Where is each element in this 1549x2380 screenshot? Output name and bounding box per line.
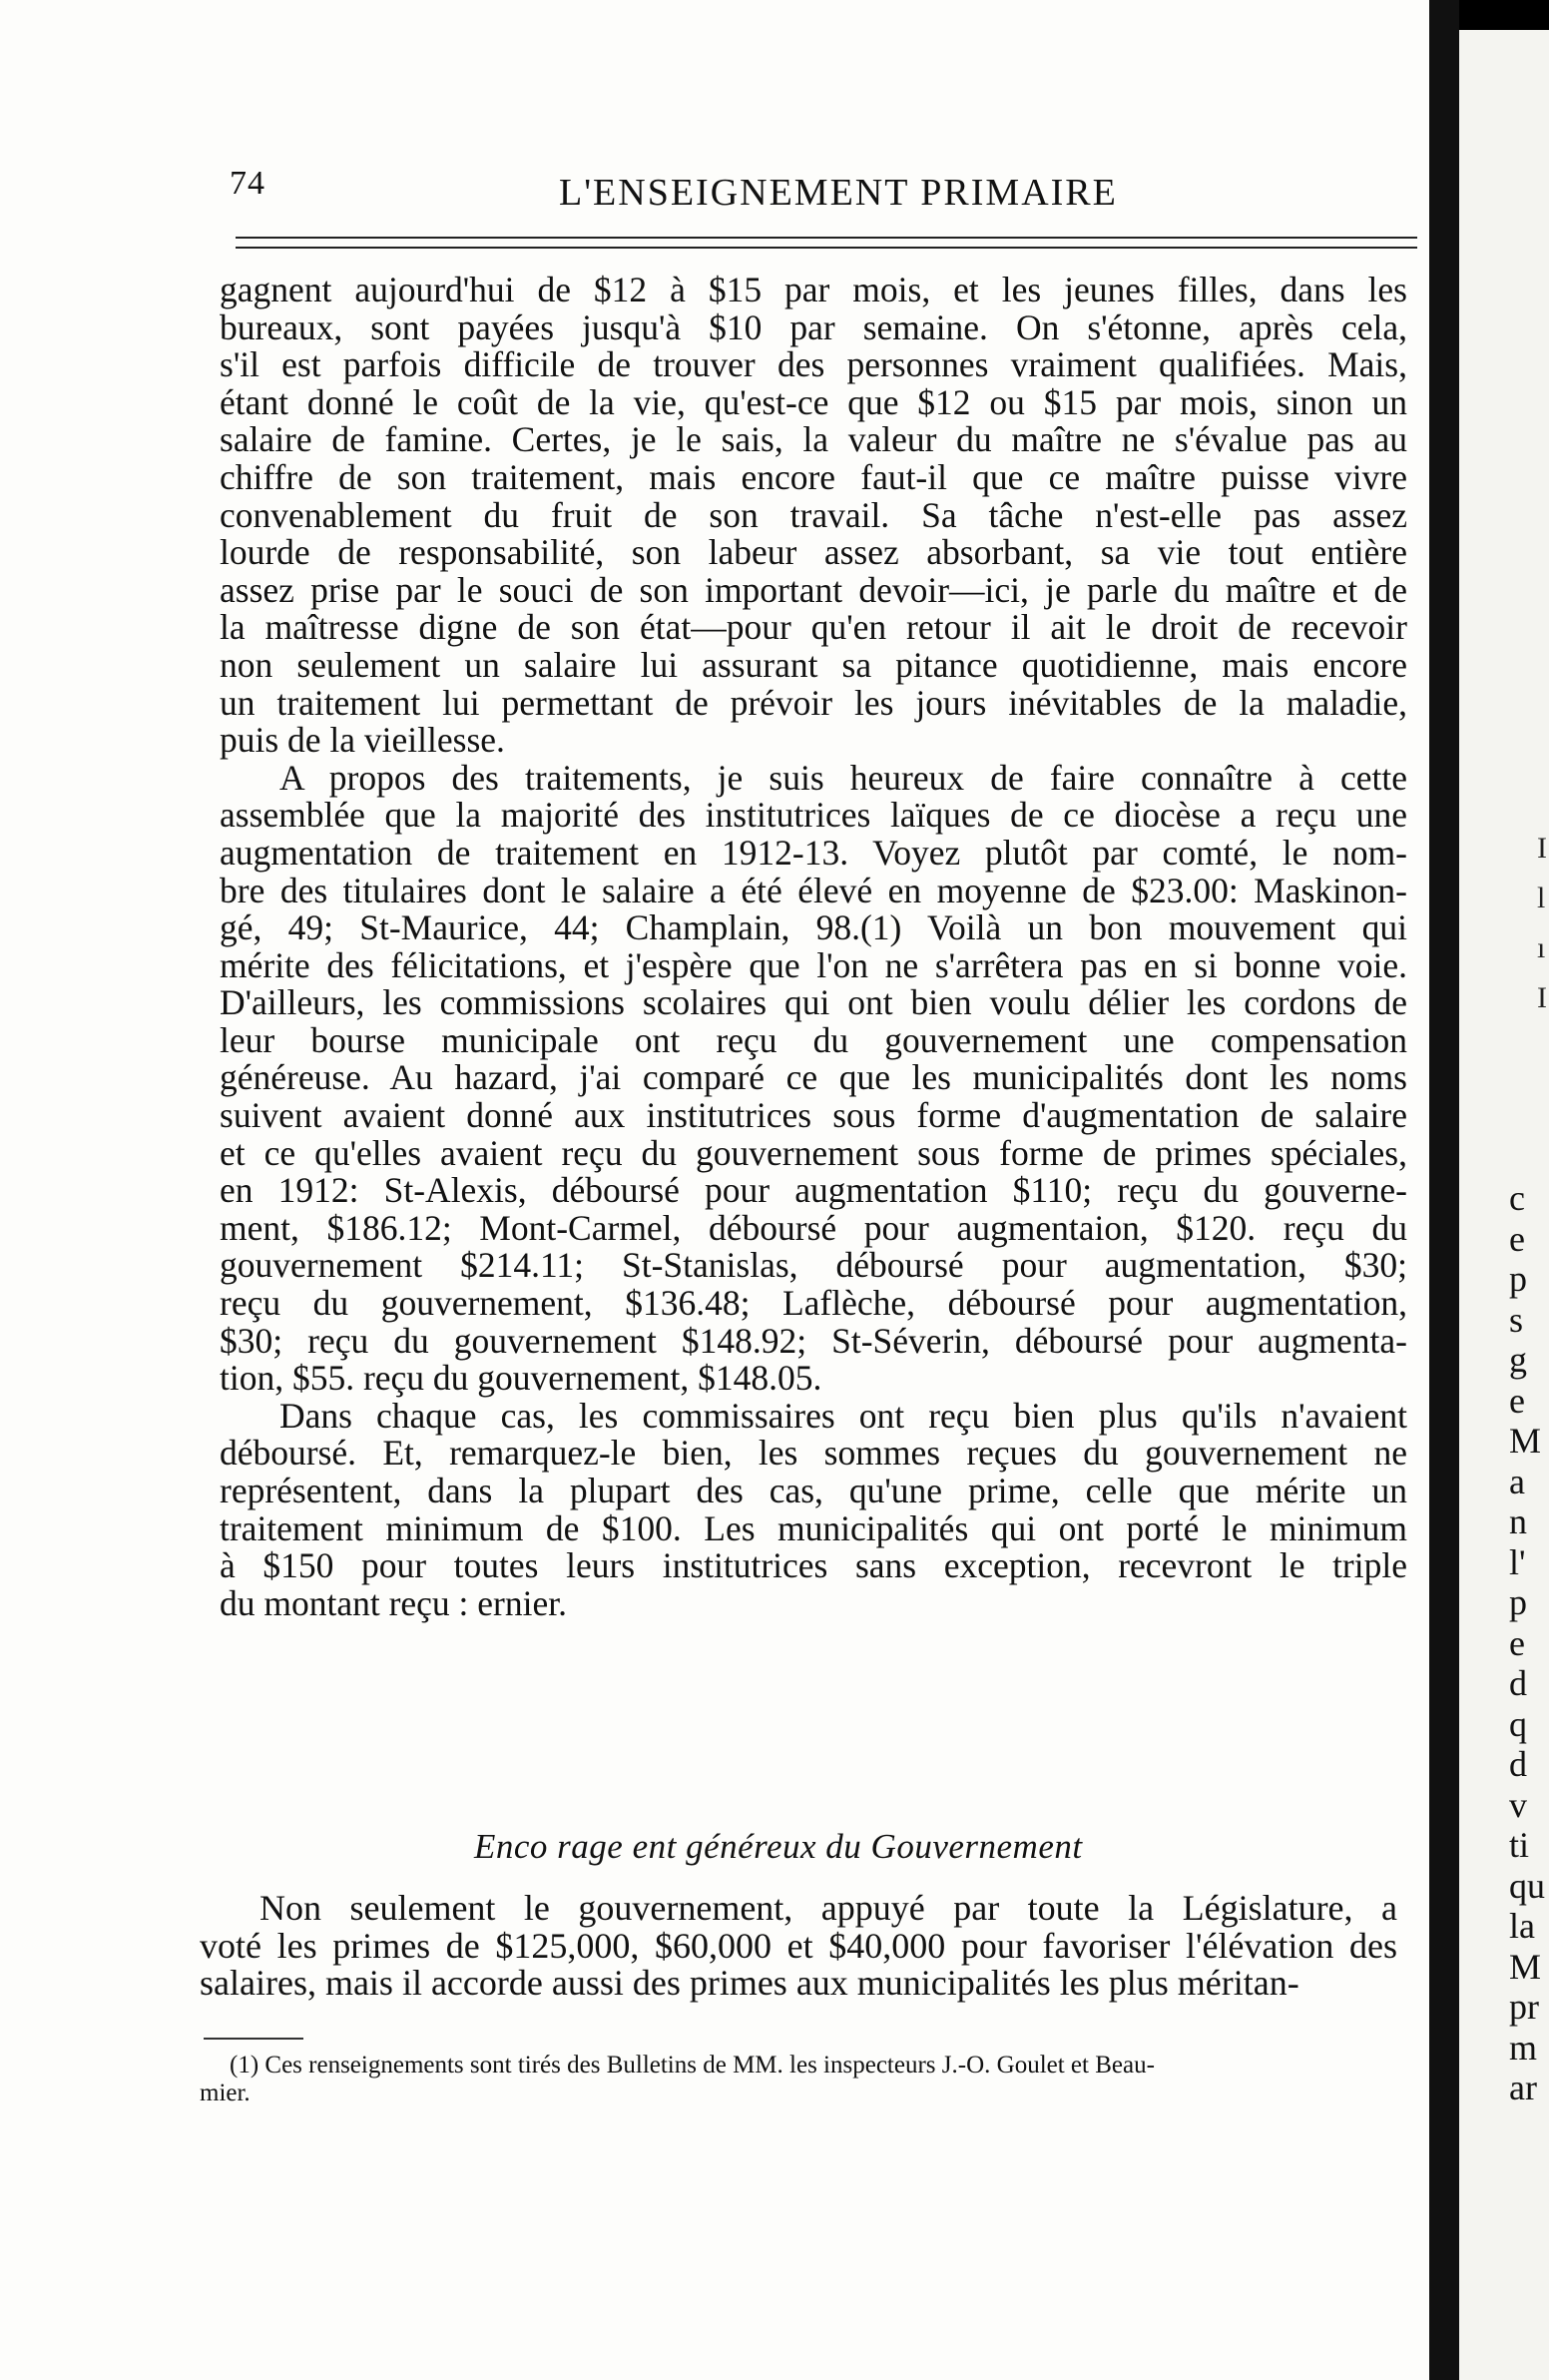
paragraph-4 <box>200 1890 1397 2003</box>
facing-letter: v <box>1509 1784 1527 1825</box>
text-line: ment, $186.12; Mont-Carmel, déboursé pour augmentaion, $120. reçu du <box>220 1207 1407 1248</box>
text-line: D'ailleurs, les commissions scolaires qui ont bien voulu délier les cordons de <box>220 982 1407 1023</box>
page-number: 74 <box>230 165 265 202</box>
text-line: assemblée que la majorité des institutrices laïques de ce diocèse a reçu une <box>220 795 1407 836</box>
text-line: représentent, dans la plupart des cas, qu'une prime, celle que mérite un <box>220 1471 1407 1510</box>
text-line: augmentation de traitement en 1912-13. Voyez plutôt par comté, le nom- <box>220 832 1407 873</box>
facing-letter: d <box>1509 1744 1527 1784</box>
text-line: la maîtresse digne de son état—pour qu'en retour il ait le droit de recevoir <box>220 607 1407 648</box>
header-rule-bottom <box>236 247 1417 249</box>
text-line: A propos des traitements, je suis heureux de faire connaître à cette <box>279 757 1407 798</box>
facing-letter: g <box>1509 1340 1527 1380</box>
page-header <box>230 165 1417 225</box>
header-rule-top <box>236 237 1417 239</box>
text-line: puis de la vieillesse. <box>220 720 505 761</box>
text-line: convenablement du fruit de son travail. Sa tâche n'est-elle pas assez <box>220 494 1407 535</box>
facing-letter: e <box>1509 1380 1525 1421</box>
facing-letter: M <box>1509 1421 1542 1461</box>
text-line: voté les primes de $125,000, $60,000 et $40,000 pour favoriser l'élévation des <box>200 1925 1397 1966</box>
facing-letter: I <box>1537 832 1547 865</box>
text-line: assez prise par le souci de son important devoir—ici, je parle du maître et de <box>220 569 1407 610</box>
facing-letter: p <box>1509 1259 1527 1299</box>
footnote <box>200 2052 1397 2107</box>
scan-border <box>1429 0 1459 2380</box>
facing-letter: p <box>1509 1582 1527 1622</box>
text-line: Non seulement le gouvernement, appuyé par toute la Législature, a <box>259 1888 1397 1928</box>
facing-letter: ar <box>1509 2068 1537 2107</box>
paragraph-3 <box>220 1395 1407 1623</box>
text-line: et ce qu'elles avaient reçu du gouvernement sous forme de primes spéciales, <box>220 1132 1407 1173</box>
text-line: s'il est parfois difficile de trouver des personnes vraiment qualifiées. Mais, <box>220 344 1407 385</box>
text-line: à $150 pour toutes leurs institutrices sans exception, recevront le triple <box>220 1545 1407 1586</box>
facing-letter: q <box>1509 1703 1527 1744</box>
text-line: un traitement lui permettant de prévoir les jours inévitables de la maladie, <box>220 682 1407 723</box>
text-line: traitement minimum de $100. Les municipalités qui ont porté le minimum <box>220 1507 1407 1548</box>
text-line: $30; reçu du gouvernement $148.92; St-Séverin, déboursé pour augmenta- <box>220 1320 1407 1361</box>
facing-page-upper-letters <box>1537 824 1547 1023</box>
facing-letter: M <box>1509 1946 1542 1987</box>
text-line: leur bourse municipale ont reçu du gouvernement une compensation <box>220 1019 1407 1060</box>
section-heading: Enco rage ent généreux du Gouvernement <box>474 1827 1083 1866</box>
facing-letter: ı <box>1537 931 1546 964</box>
footnote-marker: (1) <box>230 2052 259 2079</box>
facing-letter: e <box>1509 1622 1525 1663</box>
footnote-text: Ces renseignements sont tirés des Bulletins de MM. les inspecteurs J.-O. Goulet et Beau- <box>264 2052 1155 2079</box>
text-line: salaire de famine. Certes, je le sais, la valeur du maître ne s'évalue pas au <box>220 419 1407 460</box>
facing-letter: la <box>1509 1906 1535 1946</box>
text-line: bre des titulaires dont le salaire a été élevé en moyenne de $23.00: Maskinon- <box>220 870 1407 910</box>
facing-letter: m <box>1509 2027 1538 2068</box>
main-text <box>220 272 1407 1622</box>
facing-letter: pr <box>1509 1987 1539 2027</box>
text-line: chiffre de son traitement, mais encore faut-il que ce maître puisse vivre <box>220 456 1407 497</box>
facing-letter: ti <box>1509 1825 1530 1865</box>
text-line: salaires, mais il accorde aussi des primes aux municipalités les plus méritan- <box>200 1963 1299 2003</box>
footnote-rule <box>204 2038 303 2040</box>
text-line: tion, $55. reçu du gouvernement, $148.05. <box>220 1358 822 1399</box>
facing-letter: l <box>1537 882 1546 914</box>
facing-letter: l' <box>1509 1541 1526 1582</box>
text-line: généreuse. Au hazard, j'ai comparé ce que les municipalités dont les noms <box>220 1057 1407 1098</box>
facing-letter: I <box>1537 981 1547 1014</box>
facing-letter: c <box>1509 1178 1525 1218</box>
text-line: gouvernement $214.11; St-Stanislas, déboursé pour augmentation, $30; <box>220 1245 1407 1286</box>
facing-letter: a <box>1509 1461 1525 1501</box>
paragraph-2 <box>220 757 1407 1399</box>
scan-border-top <box>1459 0 1549 30</box>
footnote-continuation: mier. <box>200 2080 251 2106</box>
text-line: Dans chaque cas, les commissaires ont reçu bien plus qu'ils n'avaient <box>279 1395 1407 1436</box>
paragraph-1 <box>220 272 1407 760</box>
text-line: étant donné le coût de la vie, qu'est-ce que $12 ou $15 par mois, sinon un <box>220 381 1407 422</box>
text-line: suivent avaient donné aux institutrices sous forme d'augmentation de salaire <box>220 1095 1407 1136</box>
text-line: gé, 49; St-Maurice, 44; Champlain, 98.(1) Voilà un bon mouvement qui <box>220 907 1407 948</box>
text-line: bureaux, sont payées jusqu'à $10 par semaine. On s'étonne, après cela, <box>220 306 1407 347</box>
text-line: mérite des félicitations, et j'espère que l'on ne s'arrêtera pas en si bonne voie. <box>220 944 1407 985</box>
facing-letter: qu <box>1509 1865 1545 1906</box>
text-line: en 1912: St-Alexis, déboursé pour augmentation $110; reçu du gouverne- <box>220 1170 1407 1211</box>
running-title: L'ENSEIGNEMENT PRIMAIRE <box>559 172 1118 214</box>
facing-letter: n <box>1509 1501 1527 1541</box>
facing-letter: s <box>1509 1299 1524 1340</box>
text-line: déboursé. Et, remarquez-le bien, les sommes reçues du gouvernement ne <box>220 1433 1407 1474</box>
text-line: du montant reçu : ernier. <box>220 1582 567 1623</box>
facing-letter: d <box>1509 1663 1527 1703</box>
text-line: reçu du gouvernement, $136.48; Laflèche, déboursé pour augmentation, <box>220 1283 1407 1324</box>
text-line: non seulement un salaire lui assurant sa pitance quotidienne, mais encore <box>220 644 1407 685</box>
text-line: gagnent aujourd'hui de $12 à $15 par mois, et les jeunes filles, dans les <box>220 270 1407 309</box>
facing-page-lower-letters <box>1509 1178 1549 2108</box>
facing-letter: e <box>1509 1218 1525 1259</box>
text-line: lourde de responsabilité, son labeur assez absorbant, sa vie tout entière <box>220 532 1407 573</box>
